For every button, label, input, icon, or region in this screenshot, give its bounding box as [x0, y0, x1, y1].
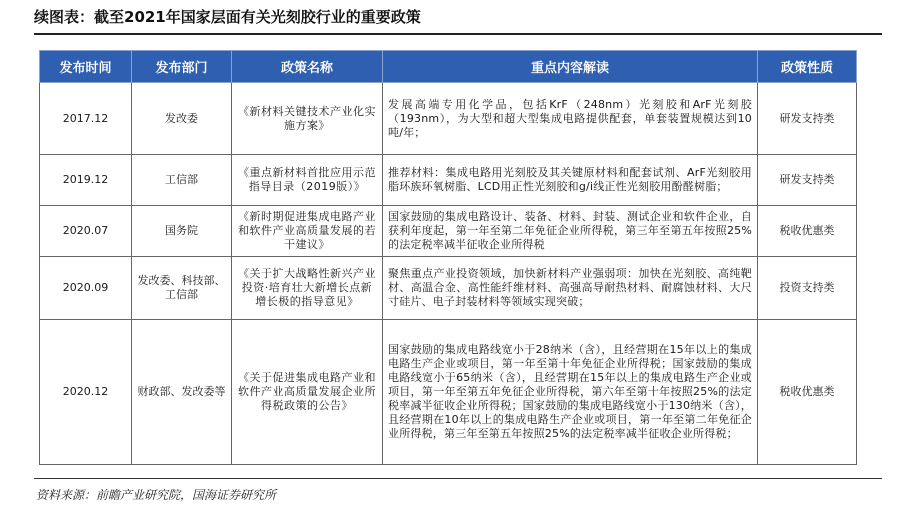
row-policy-nature: 税收优惠类 [758, 206, 857, 257]
table-row [40, 320, 857, 465]
row-dept: 工信部 [132, 155, 232, 206]
row-policy-nature: 投资支持类 [758, 257, 857, 320]
table-header-row [40, 51, 857, 83]
row-key-content: 国家鼓励的集成电路线宽小于28纳米（含），且经营期在15年以上的集成电路生产企业或项目，第一年至第十年免征企业所得税；国家鼓励的集成电路线宽小于65纳米（含），且经营期在15年以上的集成电路生产企业或项目，第一年至第五年免征企业所得税，第六年至第十年按照25%的法定税率减半征收企业所得税；国家鼓励的集成电路线宽小于130纳米（含），且经营期在10年以上的集成电路生产企业或项目，第一年至第二年免征企业所得税，第三年至第五年按照25%的法定税率减半征收企业所得税； [383, 320, 758, 465]
row-dept: 国务院 [132, 206, 232, 257]
row-date: 2020.12 [40, 320, 132, 465]
row-key-content: 聚焦重点产业投资领域，加快新材料产业强弱项：加快在光刻胶、高纯靶材、高温合金、高性能纤维材料、高强高导耐热材料、耐腐蚀材料、大尺寸硅片、电子封装材料等领域实现突破； [383, 257, 758, 320]
row-key-content: 推荐材料：集成电路用光刻胶及其关键原材料和配套试剂、ArF光刻胶用脂环族环氧树脂、LCD用正性光刻胶和g/i线正性光刻胶用酚醛树脂； [383, 155, 758, 206]
row-policy-name: 《关于扩大战略性新兴产业投资·培育壮大新增长点新增长极的指导意见》 [232, 257, 383, 320]
header-policy-nature: 政策性质 [758, 51, 857, 83]
row-policy-name: 《新材料关键技术产业化实施方案》 [232, 83, 383, 155]
row-date: 2019.12 [40, 155, 132, 206]
source-divider [34, 478, 882, 479]
table-row [40, 206, 857, 257]
row-date: 2017.12 [40, 83, 132, 155]
row-dept: 发改委、科技部、工信部 [132, 257, 232, 320]
table-row [40, 155, 857, 206]
header-dept: 发布部门 [132, 51, 232, 83]
row-policy-name: 《关于促进集成电路产业和软件产业高质量发展企业所得税政策的公告》 [232, 320, 383, 465]
row-policy-nature: 税收优惠类 [758, 320, 857, 465]
source-note: 资料来源：前瞻产业研究院，国海证券研究所 [36, 488, 277, 502]
header-date: 发布时间 [40, 51, 132, 83]
header-policy-name: 政策名称 [232, 51, 383, 83]
row-dept: 发改委 [132, 83, 232, 155]
row-date: 2020.09 [40, 257, 132, 320]
table-row [40, 83, 857, 155]
row-key-content: 发展高端专用化学品，包括KrF（248nm）光刻胶和ArF光刻胶（193nm），为大型和超大型集成电路提供配套，单套装置规模达到10吨/年； [383, 83, 758, 155]
row-policy-nature: 研发支持类 [758, 83, 857, 155]
title-divider [34, 33, 882, 35]
row-date: 2020.07 [40, 206, 132, 257]
header-key-content: 重点内容解读 [383, 51, 758, 83]
policy-table [39, 50, 857, 465]
row-policy-name: 《新时期促进集成电路产业和软件产业高质量发展的若干建议》 [232, 206, 383, 257]
row-policy-nature: 研发支持类 [758, 155, 857, 206]
row-policy-name: 《重点新材料首批应用示范指导目录（2019版）》 [232, 155, 383, 206]
row-key-content: 国家鼓励的集成电路设计、装备、材料、封装、测试企业和软件企业，自获利年度起，第一年至第二年免征企业所得税，第三年至第五年按照25%的法定税率减半征收企业所得税 [383, 206, 758, 257]
page-title: 续图表：截至2021年国家层面有关光刻胶行业的重要政策 [34, 8, 421, 26]
table-row [40, 257, 857, 320]
row-dept: 财政部、发改委等 [132, 320, 232, 465]
